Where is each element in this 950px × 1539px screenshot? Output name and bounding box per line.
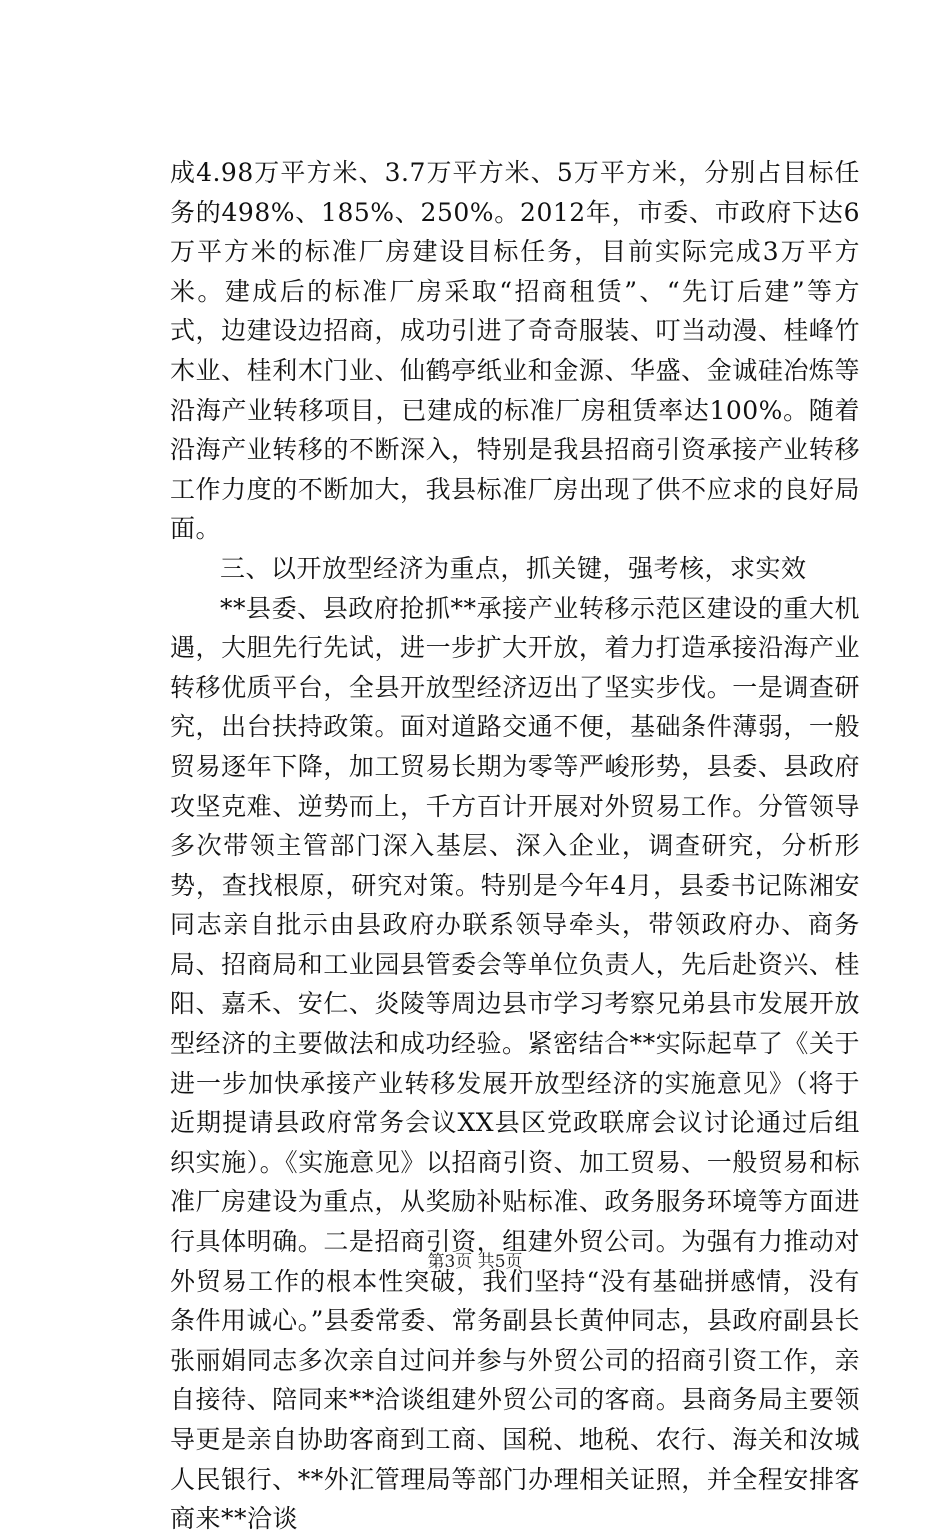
section-heading-open-economy: 三、以开放型经济为重点，抓关键，强考核，求实效 xyxy=(220,553,807,583)
paragraph-open-economy-measures: **县委、县政府抢抓**承接产业转移示范区建设的重大机遇，大胆先行先试，进一步扩大开放，着力打造承接沿海产业转移优质平台，全县开放型经济迈出了坚实步伐。一是调查研究，出台扶持政策。面对道路交通不便，基础条件薄弱，一般贸易逐年下降，加工贸易长期为零等严峻形势，县委、县政府攻坚克难、逆势而上，千方百计开展对外贸易工作。分管领导多次带领主管部门深入基层、深入企业，调查研究，分析形势，查找根原，研究对策。特别是今年4月，县委书记陈湘安同志亲自批示由县政府办联系领导牵头，带领政府办、商务局、招商局和工业园县管委会等单位负责人，先后赴资兴、桂阳、嘉禾、安仁、炎陵等周边县市学习考察兄弟县市发展开放型经济的主要做法和成功经验。紧密结合**实际起草了《关于进一步加快承接产业转移发展开放型经济的实施意见》（将于近期提请县政府常务会议XX县区党政联席会议讨论通过后组织实施）。《实施意见》以招商引资、加工贸易、一般贸易和标准厂房建设为重点，从奖励补贴标准、政务服务环境等方面进行具体明确。二是招商引资，组建外贸公司。为强有力推动对外贸易工作的根本性突破，我们坚持“没有基础拼感情，没有条件用诚心。”县委常委、常务副县长黄仲同志，县政府副县长张丽娟同志多次亲自过问并参与外贸公司的招商引资工作，亲自接待、陪同来**洽谈组建外贸公司的客商。县商务局主要领导更是亲自协助客商到工商、国税、地税、农行、海关和汝城人民银行、**外汇管理局等部门办理相关证照，并全程安排客商来**洽谈 xyxy=(170,593,860,1534)
document-body xyxy=(170,153,860,1539)
page-number-label: 第3页 共5页 xyxy=(427,1252,523,1272)
paragraph-standard-factory-results: 成4.98万平方米、3.7万平方米、5万平方米，分别占目标任务的498%、185%、250%。2012年，市委、市政府下达6万平方米的标准厂房建设目标任务，目前实际完成3万平方米。建成后的标准厂房采取“招商租赁”、“先订后建”等方式，边建设边招商，成功引进了奇奇服装、叮当动漫、桂峰竹木业、桂利木门业、仙鹤亭纸业和金源、华盛、金诚硅冶炼等沿海产业转移项目，已建成的标准厂房租赁率达100%。随着沿海产业转移的不断深入，特别是我县招商引资承接产业转移工作力度的不断加大，我县标准厂房出现了供不应求的良好局面。 xyxy=(170,158,860,544)
page-footer xyxy=(0,1247,950,1272)
